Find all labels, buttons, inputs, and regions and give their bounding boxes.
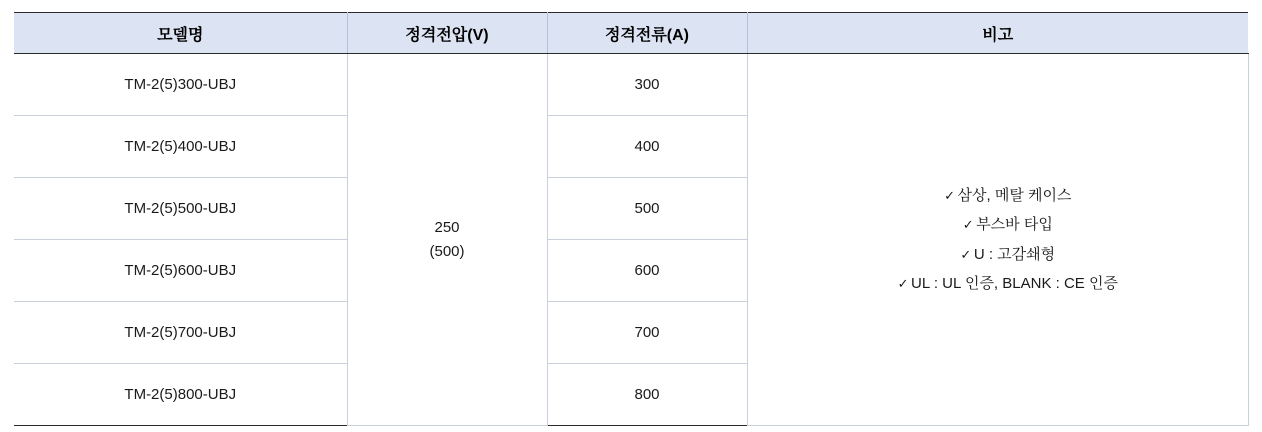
list-item — [766, 181, 1248, 210]
check-icon: ✓ — [962, 217, 974, 233]
column-header-voltage: 정격전압(V) — [347, 13, 547, 54]
product-spec-table — [14, 12, 1249, 426]
cell-model: TM-2(5)600-UBJ — [14, 240, 347, 302]
cell-current: 300 — [547, 54, 747, 116]
table-body — [14, 54, 1248, 426]
cell-current: 700 — [547, 302, 747, 364]
cell-current: 500 — [547, 178, 747, 240]
list-item — [766, 240, 1248, 269]
voltage-main: 250 — [434, 219, 460, 237]
cell-model: TM-2(5)400-UBJ — [14, 116, 347, 178]
column-header-remark: 비고 — [747, 13, 1248, 54]
cell-model: TM-2(5)300-UBJ — [14, 54, 347, 116]
cell-model: TM-2(5)800-UBJ — [14, 364, 347, 426]
list-item — [766, 269, 1248, 298]
cell-current: 400 — [547, 116, 747, 178]
remark-text: 부스바 타입 — [976, 216, 1053, 234]
cell-model: TM-2(5)500-UBJ — [14, 178, 347, 240]
remark-text: UL : UL 인증, BLANK : CE 인증 — [911, 274, 1118, 292]
list-item — [766, 210, 1248, 239]
remark-text: U : 고감쇄형 — [973, 245, 1056, 263]
table-header-row — [14, 13, 1248, 54]
cell-current: 800 — [547, 364, 747, 426]
column-header-current: 정격전류(A) — [547, 13, 747, 54]
cell-model: TM-2(5)700-UBJ — [14, 302, 347, 364]
check-icon: ✓ — [897, 275, 909, 291]
table-row — [14, 54, 1248, 116]
column-header-model: 모델명 — [14, 13, 347, 54]
remark-text: 삼상, 메탈 케이스 — [957, 187, 1072, 204]
cell-voltage — [347, 54, 547, 426]
table-header — [14, 13, 1248, 54]
check-icon: ✓ — [960, 246, 972, 262]
check-icon: ✓ — [944, 188, 955, 203]
cell-current: 600 — [547, 240, 747, 302]
cell-remark — [747, 54, 1248, 426]
voltage-sub: (500) — [429, 242, 465, 260]
remark-list — [766, 181, 1248, 298]
